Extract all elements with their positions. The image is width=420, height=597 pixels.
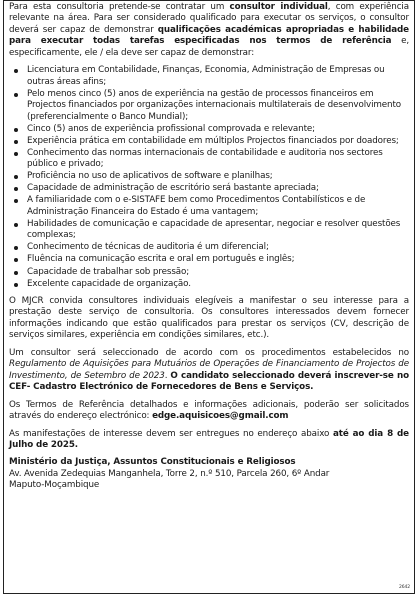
intro-text: , com experiência relevante na área. Para ser considerado qualificado para executar os serviços, o consultor deverá ser capaz de demonstrar <box>9 2 409 35</box>
intro-paragraph <box>9 2 409 59</box>
cef-registration-note: O candidato seleccionado deverá inscrever-se no CEF- Cadastro Electrónico de Fornecedores de Bens e Serviços. <box>9 370 409 393</box>
bullet-icon <box>14 246 18 250</box>
bullet-icon <box>14 223 18 227</box>
selection-paragraph <box>9 348 409 394</box>
deadline-text: As manifestações de interesse devem ser entregues no endereço abaixo <box>9 428 333 439</box>
list-item <box>27 279 409 290</box>
consultancy-notice <box>3 0 415 594</box>
organization-name: Ministério da Justiça, Assuntos Constitucionais e Religiosos <box>9 457 296 468</box>
terms-paragraph <box>9 400 409 423</box>
bullet-icon <box>14 258 18 262</box>
deadline-paragraph <box>9 429 409 452</box>
bullet-icon <box>14 187 18 191</box>
requirements-list <box>9 65 409 290</box>
requirement-text: Licenciatura em Contabilidade, Finanças, Economia, Administração de Empresas ou outras áreas afins; <box>27 65 385 87</box>
requirement-text: A familiaridade com o e-SISTAFE bem como Procedimentos Contabilísticos e de Administração Financeira do Estado é uma vantagem; <box>27 195 366 217</box>
selection-text: . <box>164 370 171 381</box>
bullet-icon <box>14 69 18 73</box>
requirement-text: Proficiência no uso de aplicativos de software e planilhas; <box>27 171 273 182</box>
requirement-text: Capacidade de trabalhar sob pressão; <box>27 266 190 277</box>
list-item <box>27 219 409 242</box>
list-item <box>27 254 409 265</box>
intro-bold-qualifications: qualificações académicas apropriadas e habilidade para executar todas tarefas especificadas nos termos de referência <box>9 24 409 47</box>
requirement-text: Habilidades de comunicação e capacidade de apresentar, negociar e resolver questões complexas; <box>27 218 401 241</box>
bullet-icon <box>14 140 18 144</box>
bullet-icon <box>14 199 18 203</box>
requirement-text: Capacidade de administração de escritório será bastante apreciada; <box>27 183 319 194</box>
list-item <box>27 242 409 253</box>
bullet-icon <box>14 283 18 287</box>
selection-text: Um consultor será seleccionado de acordo com os procedimentos estabelecidos no <box>9 347 409 358</box>
requirement-text: Excelente capacidade de organização. <box>27 278 191 289</box>
terms-text: Os Termos de Referência detalhados e informações adicionais, poderão ser solicitados através do endereço electrónico: <box>9 399 409 422</box>
invite-paragraph: O MJCR convida consultores individuais elegíveis a manifestar o seu interesse para a prestação deste serviço de consultoria. Os consultores interessados devem fornecer informações indicando que estão qualificados para prestar os serviços (CV, descrição de serviços similares, experiência em condições similares, etc.). <box>9 296 409 341</box>
list-item <box>27 148 409 171</box>
requirement-text: Experiência prática em contabilidade em múltiplos Projectos financiados por doadores; <box>27 135 399 146</box>
list-item <box>27 124 409 135</box>
bullet-icon <box>14 128 18 132</box>
intro-text: Para esta consultoria pretende-se contratar um <box>9 2 230 12</box>
bullet-icon <box>14 93 18 97</box>
intro-text: e, especificamente, ele / ela deve ser capaz de demonstrar: <box>9 36 409 58</box>
requirement-text: Pelo menos cinco (5) anos de experiência na gestão de processos financeiros em Projectos financiados por organizações internacionais multilaterais de desenvolvimento (preferencialmente o Banco Mundial); <box>27 88 402 122</box>
requirement-text: Fluência na comunicação escrita e oral em português e inglês; <box>27 254 295 265</box>
list-item <box>27 267 409 278</box>
bullet-icon <box>14 271 18 275</box>
list-item <box>27 171 409 182</box>
regulation-title: Regulamento de Aquisições para Mutuários de Operações de Financiamento de Projectos de Investimento, de Setembro de 2023 <box>9 359 409 381</box>
bullet-icon <box>14 152 18 156</box>
contact-email: edge.aquisicoes@gmail.com <box>152 411 289 422</box>
reference-code: 2642 <box>399 585 410 590</box>
list-item <box>27 65 409 88</box>
list-item <box>27 136 409 147</box>
intro-bold-consultant: consultor individual <box>229 2 328 12</box>
list-item <box>27 89 409 123</box>
requirement-text: Conhecimento de técnicas de auditoria é um diferencial; <box>27 242 269 253</box>
requirement-text: Conhecimento das normas internacionais de contabilidade e auditoria nos sectores público e privado; <box>27 147 383 170</box>
address-block <box>9 457 409 491</box>
bullet-icon <box>14 175 18 179</box>
city-address: Maputo-Moçambique <box>9 480 100 491</box>
deadline-date: até ao dia 8 de Julho de 2025. <box>9 428 409 450</box>
list-item <box>27 183 409 194</box>
requirement-text: Cinco (5) anos de experiência profissional comprovada e relevante; <box>27 123 315 134</box>
street-address: Av. Avenida Zedequias Manganhela, Torre 2, n.º 510, Parcela 260, 6º Andar <box>9 468 330 479</box>
list-item <box>27 195 409 218</box>
